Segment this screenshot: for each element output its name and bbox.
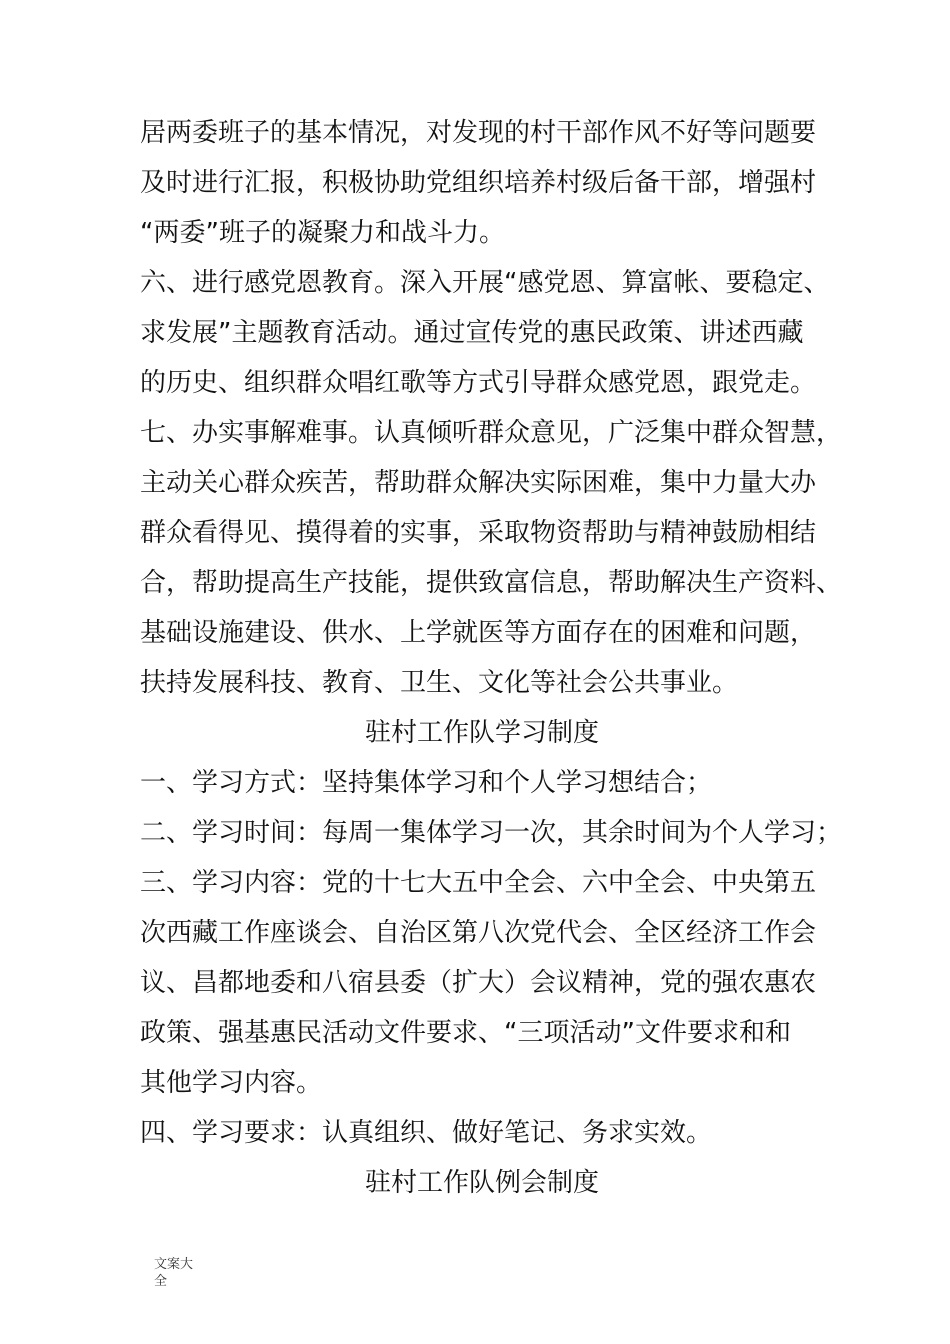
text-line: 其他学习内容。 — [140, 1068, 323, 1098]
text-line: 二、学习时间：每周一集体学习一次，其余时间为个人学习； — [140, 818, 843, 848]
text-line: 主动关心群众疾苦，帮助群众解决实际困难，集中力量大办 — [140, 468, 817, 498]
text-line: 居两委班子的基本情况，对发现的村干部作风不好等问题要 — [140, 118, 817, 148]
text-line: 一、学习方式：坚持集体学习和个人学习想结合； — [140, 768, 713, 798]
text-line: 群众看得见、摸得着的实事，采取物资帮助与精神鼓励相结 — [140, 518, 817, 548]
section-heading-meeting: 驻村工作队例会制度 — [364, 1168, 599, 1198]
text-line: 合，帮助提高生产技能，提供致富信息，帮助解决生产资料、 — [140, 568, 843, 598]
text-line: “两委”班子的凝聚力和战斗力。 — [140, 218, 505, 248]
text-line: 议、昌都地委和八宿县委（扩大）会议精神，党的强农惠农 — [140, 968, 817, 998]
text-line: 的历史、组织群众唱红歌等方式引导群众感党恩，跟党走。 — [140, 368, 817, 398]
text-line: 三、学习内容：党的十七大五中全会、六中全会、中央第五 — [140, 868, 817, 898]
text-line: 求发展”主题教育活动。通过宣传党的惠民政策、讲述西藏 — [140, 318, 804, 348]
text-line: 政策、强基惠民活动文件要求、“三项活动”文件要求和和 — [140, 1018, 791, 1048]
section-heading-study: 驻村工作队学习制度 — [364, 718, 599, 748]
text-line: 七、办实事解难事。认真倾听群众意见，广泛集中群众智慧， — [140, 418, 843, 448]
page-footer: 文案大全 — [154, 1257, 194, 1289]
document-body — [140, 108, 843, 1208]
text-line: 六、进行感党恩教育。深入开展“感党恩、算富帐、要稳定、 — [140, 268, 830, 298]
text-line: 扶持发展科技、教育、卫生、文化等社会公共事业。 — [140, 668, 739, 698]
text-line: 及时进行汇报，积极协助党组织培养村级后备干部，增强村 — [140, 168, 817, 198]
text-line: 基础设施建设、供水、上学就医等方面存在的困难和问题， — [140, 618, 817, 648]
text-line: 四、学习要求：认真组织、做好笔记、务求实效。 — [140, 1118, 713, 1148]
text-line: 次西藏工作座谈会、自治区第八次党代会、全区经济工作会 — [140, 918, 817, 948]
